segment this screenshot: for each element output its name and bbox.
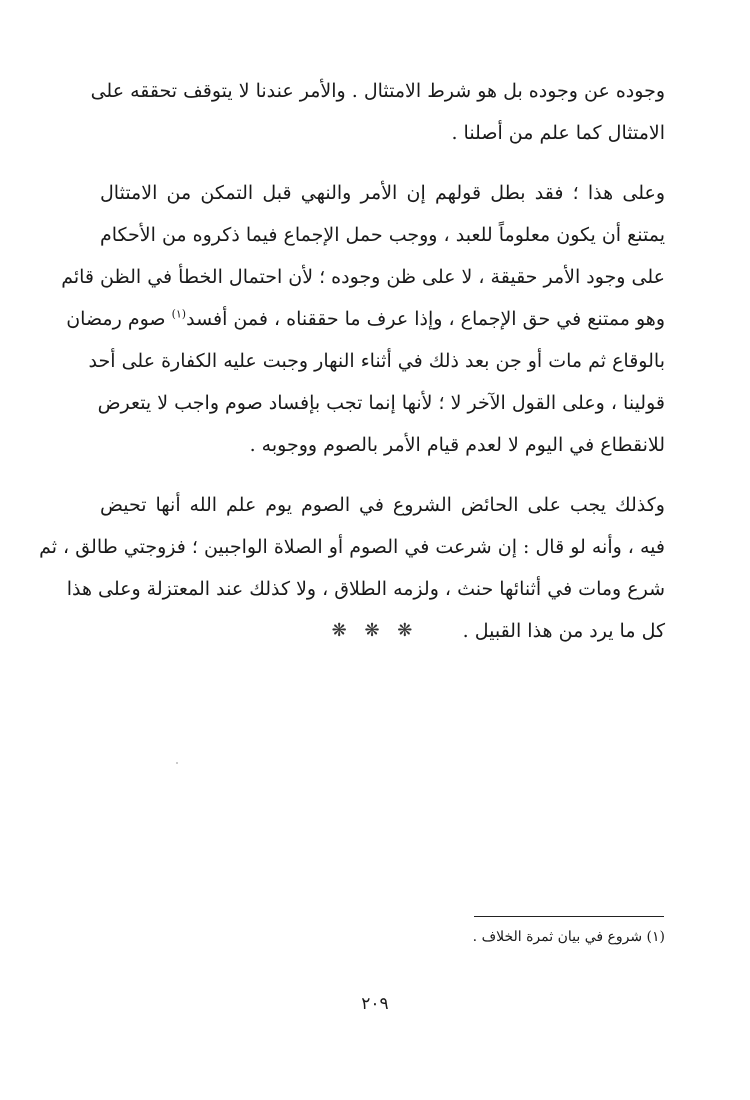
- text-line: فيه ، وأنه لو قال : إن شرعت في الصوم أو الصلاة الواجبين ؛ فزوجتي طالق ، ثم: [39, 536, 665, 558]
- text-line: وجوده عن وجوده بل هو شرط الامتثال . والأمر عندنا لا يتوقف تحققه على: [90, 80, 665, 102]
- section-separator: ❋ ❋ ❋: [331, 620, 419, 641]
- text-line: قولينا ، وعلى القول الآخر لا ؛ لأنها إنما تجب بإفساد صوم واجب لا يتعرض: [97, 392, 665, 414]
- footnote-divider: [474, 916, 664, 917]
- paragraph-2: [61, 172, 665, 466]
- main-text: [39, 70, 665, 670]
- text-segment: صوم رمضان: [66, 308, 166, 330]
- scan-speck: [176, 762, 178, 764]
- text-line: كل ما يرد من هذا القبيل .: [462, 620, 665, 642]
- text-line: للانقطاع في اليوم لا لعدم قيام الأمر بالصوم ووجوبه .: [249, 434, 665, 456]
- footnote: (١) شروع في بيان ثمرة الخلاف .: [472, 929, 665, 945]
- text-line: الامتثال كما علم من أصلنا .: [451, 122, 665, 144]
- paragraph-1: [90, 70, 665, 154]
- text-line: وعلى هذا ؛ فقد بطل قولهم إن الأمر والنهي قبل التمكن من الامتثال: [100, 182, 665, 204]
- text-line: على وجود الأمر حقيقة ، لا على ظن وجوده ؛ لأن احتمال الخطأ في الظن قائم: [61, 266, 665, 288]
- text-line: بالوقاع ثم مات أو جن بعد ذلك في أثناء النهار وجبت عليه الكفارة على أحد: [88, 350, 665, 372]
- text-segment: وهو ممتنع في حق الإجماع ، وإذا عرف ما حققناه ، فمن أفسد: [186, 308, 665, 330]
- text-line: شرع ومات في أثنائها حنث ، ولزمه الطلاق ، ولا كذلك عند المعتزلة وعلى هذا: [66, 578, 665, 600]
- text-line-with-footnote: [66, 298, 665, 340]
- page-number: ٢٠٩: [361, 994, 389, 1014]
- footnote-marker: (١): [171, 307, 187, 321]
- text-line: يمتنع أن يكون معلوماً للعبد ، ووجب حمل الإجماع فيما ذكروه من الأحكام: [100, 224, 665, 246]
- text-line: وكذلك يجب على الحائض الشروع في الصوم يوم علم الله أنها تحيض: [100, 494, 665, 516]
